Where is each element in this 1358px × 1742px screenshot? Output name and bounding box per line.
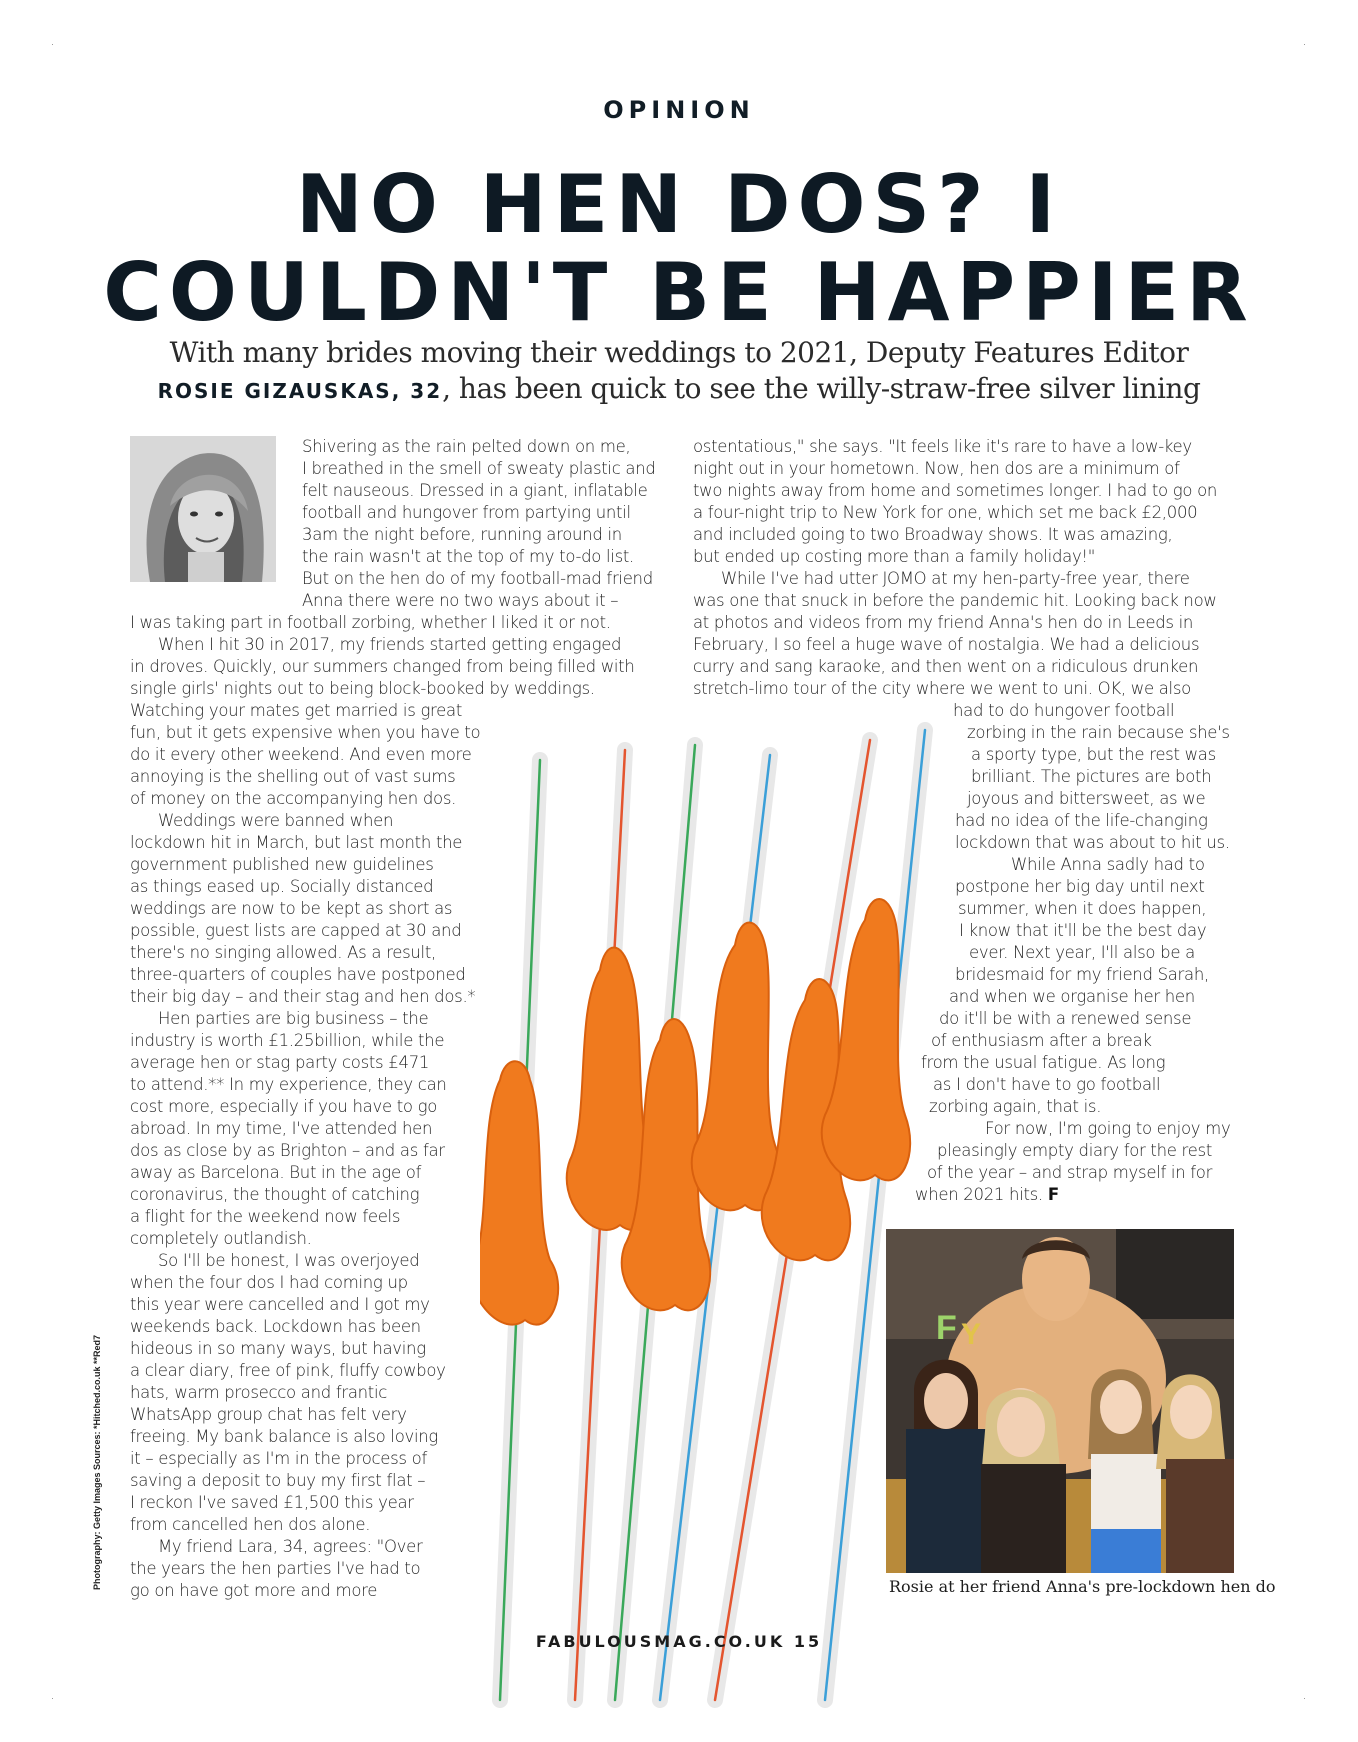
photo-caption: Rosie at her friend Anna's pre-lockdown hen do bbox=[889, 1577, 1276, 1596]
body-text-line: from the usual fatigue. As long bbox=[921, 1053, 1166, 1072]
body-text-line: postpone her big day until next bbox=[955, 877, 1205, 896]
body-text-line: lockdown that was about to hit us. bbox=[955, 833, 1230, 852]
body-text-line: but ended up costing more than a family holiday!" bbox=[693, 547, 1096, 566]
body-text-line: average hen or stag party costs £471 bbox=[130, 1053, 430, 1072]
body-text-line: 3am the night before, running around in bbox=[302, 525, 622, 544]
body-text-line: cost more, especially if you have to go bbox=[130, 1097, 438, 1116]
section-label: OPINION bbox=[603, 96, 755, 124]
body-text-line: to attend.** In my experience, they can bbox=[130, 1075, 447, 1094]
body-text-line: coronavirus, the thought of catching bbox=[130, 1185, 420, 1204]
body-text-line: away as Barcelona. But in the age of bbox=[130, 1163, 422, 1182]
body-text-line: possible, guest lists are capped at 30 and bbox=[130, 921, 462, 940]
body-text-line: in droves. Quickly, our summers changed from being filled with bbox=[130, 657, 635, 676]
body-text-line: two nights away from home and sometimes longer. I had to go on bbox=[693, 481, 1218, 500]
crop-mark bbox=[1304, 44, 1305, 45]
body-text-line: fun, but it gets expensive when you have to bbox=[130, 723, 481, 742]
body-text-line: bridesmaid for my friend Sarah, bbox=[955, 965, 1209, 984]
body-text-line: three-quarters of couples have postponed bbox=[130, 965, 466, 984]
body-text-line: a sporty type, but the rest was bbox=[971, 745, 1216, 764]
body-text-line: single girls' nights out to being block-booked by weddings. bbox=[130, 679, 595, 698]
body-text-line: night out in your hometown. Now, hen dos are a minimum of bbox=[693, 459, 1180, 478]
body-text-line: of enthusiasm after a break bbox=[931, 1031, 1152, 1050]
photo-credit: Photography: Getty Images Sources: *Hitched.co.uk **Red7 bbox=[92, 1334, 102, 1590]
article-column-1 bbox=[130, 436, 656, 1602]
body-text-line: February, I so feel a huge wave of nostalgia. We had a delicious bbox=[693, 635, 1200, 654]
body-text-line: go on have got more and more bbox=[130, 1581, 378, 1600]
body-text-line: pleasingly empty diary for the rest bbox=[937, 1141, 1212, 1160]
body-text-line: WhatsApp group chat has felt very bbox=[130, 1405, 407, 1424]
body-text-line: Shivering as the rain pelted down on me, bbox=[302, 437, 631, 456]
body-text-line: While Anna sadly had to bbox=[1011, 855, 1205, 874]
body-text-line: a flight for the weekend now feels bbox=[130, 1207, 401, 1226]
body-text-line: felt nauseous. Dressed in a giant, inflatable bbox=[302, 481, 648, 500]
body-text-line: For now, I'm going to enjoy my bbox=[985, 1119, 1231, 1138]
body-text-line: While I've had utter JOMO at my hen-party-free year, there bbox=[721, 569, 1190, 588]
body-text-line: had to do hungover football bbox=[953, 701, 1175, 720]
body-text-line: I know that it'll be the best day bbox=[959, 921, 1207, 940]
body-text-line: ever. Next year, I'll also be a bbox=[969, 943, 1195, 962]
body-text-line: as I don't have to go football bbox=[933, 1075, 1161, 1094]
standfirst-line-1: With many brides moving their weddings to 2021, Deputy Features Editor bbox=[169, 336, 1189, 369]
body-text-line: So I'll be honest, I was overjoyed bbox=[158, 1251, 420, 1270]
body-text-line: weekends back. Lockdown has been bbox=[130, 1317, 421, 1336]
body-text-line: Hen parties are big business – the bbox=[158, 1009, 429, 1028]
standfirst-line-2-rest: , has been quick to see the willy-straw-free silver lining bbox=[442, 372, 1201, 405]
body-text-line: and included going to two Broadway shows. It was amazing, bbox=[693, 525, 1173, 544]
body-text-line: I breathed in the smell of sweaty plastic and bbox=[302, 459, 656, 478]
headline-line-2: COULDN'T BE HAPPIER bbox=[103, 246, 1255, 339]
body-text-final: when 2021 hits. bbox=[915, 1185, 1043, 1204]
body-text-line: My friend Lara, 34, agrees: "Over bbox=[158, 1537, 423, 1556]
body-text-line: When I hit 30 in 2017, my friends started getting engaged bbox=[158, 635, 622, 654]
body-text-line: from cancelled hen dos alone. bbox=[130, 1515, 371, 1534]
body-text-line: I was taking part in football zorbing, whether I liked it or not. bbox=[130, 613, 611, 632]
body-text-line: Watching your mates get married is great bbox=[130, 701, 463, 720]
body-text-line: do it'll be with a renewed sense bbox=[939, 1009, 1192, 1028]
body-text-line: But on the hen do of my football-mad friend bbox=[302, 569, 653, 588]
body-text-line: dos as close by as Brighton – and as far bbox=[130, 1141, 445, 1160]
body-text-line: at photos and videos from my friend Anna's hen do in Leeds in bbox=[693, 613, 1194, 632]
body-text-line: and when we organise her hen bbox=[949, 987, 1195, 1006]
body-text-line: the years the hen parties I've had to bbox=[130, 1559, 421, 1578]
body-text-line: zorbing again, that is. bbox=[929, 1097, 1102, 1116]
page-folio: FABULOUSMAG.CO.UK 15 bbox=[535, 1632, 823, 1651]
body-text-line: Anna there were no two ways about it – bbox=[302, 591, 619, 610]
body-text-line: this year were cancelled and I got my bbox=[130, 1295, 430, 1314]
body-text-line: lockdown hit in March, but last month the bbox=[130, 833, 463, 852]
body-text-line: ostentatious," she says. "It feels like it's rare to have a low-key bbox=[693, 437, 1192, 456]
body-text-line: freeing. My bank balance is also loving bbox=[130, 1427, 439, 1446]
body-text-line: curry and sang karaoke, and then went on a ridiculous drunken bbox=[693, 657, 1199, 676]
body-text-line: had no idea of the life-changing bbox=[955, 811, 1208, 830]
body-text-line: joyous and bittersweet, as we bbox=[967, 789, 1206, 808]
article-column-2 bbox=[693, 436, 1230, 1206]
body-text-line: the rain wasn't at the top of my to-do list. bbox=[302, 547, 634, 566]
body-text-line: football and hungover from partying until bbox=[302, 503, 631, 522]
body-text-line: when the four dos I had coming up bbox=[130, 1273, 408, 1292]
body-text-line: Weddings were banned when bbox=[158, 811, 394, 830]
body-text-line: industry is worth £1.25billion, while the bbox=[130, 1031, 445, 1050]
body-text-line: of the year – and strap myself in for bbox=[927, 1163, 1213, 1182]
body-text-line: saving a deposit to buy my first flat – bbox=[130, 1471, 426, 1490]
svg-text:Y: Y bbox=[961, 1318, 982, 1351]
body-text-line: hideous in so many ways, but having bbox=[130, 1339, 426, 1358]
body-text-line: it – especially as I'm in the process of bbox=[130, 1449, 427, 1468]
body-text-line: was one that snuck in before the pandemic hit. Looking back now bbox=[693, 591, 1217, 610]
svg-text:F: F bbox=[936, 1309, 957, 1347]
body-text-line: there's no singing allowed. As a result, bbox=[130, 943, 436, 962]
body-text-line: completely outlandish. bbox=[130, 1229, 312, 1248]
end-mark: F bbox=[1047, 1185, 1059, 1204]
body-text-line: summer, when it does happen, bbox=[958, 899, 1207, 918]
body-text-line: brilliant. The pictures are both bbox=[971, 767, 1212, 786]
crop-mark bbox=[52, 44, 53, 45]
body-text-line: annoying is the shelling out of vast sums bbox=[130, 767, 456, 786]
headline-line-1: NO HEN DOS? I bbox=[295, 158, 1063, 251]
body-text-line: government published new guidelines bbox=[130, 855, 434, 874]
crop-mark bbox=[52, 1698, 53, 1699]
body-text-line: hats, warm prosecco and frantic bbox=[130, 1383, 388, 1402]
crop-mark bbox=[1304, 1698, 1305, 1699]
body-text-line bbox=[693, 1184, 1230, 1206]
body-text-line: as things eased up. Socially distanced bbox=[130, 877, 434, 896]
body-text-line: of money on the accompanying hen dos. bbox=[130, 789, 457, 808]
hen-party-photo bbox=[886, 1229, 1234, 1573]
body-text-line: I reckon I've saved £1,500 this year bbox=[130, 1493, 414, 1512]
body-text-line: zorbing in the rain because she's bbox=[967, 723, 1230, 742]
body-text-line: stretch-limo tour of the city where we went to uni. OK, we also bbox=[693, 679, 1191, 698]
body-text-line: a four-night trip to New York for one, which set me back £2,000 bbox=[693, 503, 1198, 522]
body-text-line: abroad. In my time, I've attended hen bbox=[130, 1119, 433, 1138]
body-text-line: weddings are now to be kept as short as bbox=[130, 899, 453, 918]
byline: ROSIE GIZAUSKAS, 32 bbox=[157, 379, 443, 403]
body-text-line: do it every other weekend. And even more bbox=[130, 745, 472, 764]
body-text-line: their big day – and their stag and hen dos.* bbox=[130, 987, 476, 1006]
standfirst-line-2 bbox=[0, 372, 1358, 406]
body-text-line: a clear diary, free of pink, fluffy cowboy bbox=[130, 1361, 446, 1380]
